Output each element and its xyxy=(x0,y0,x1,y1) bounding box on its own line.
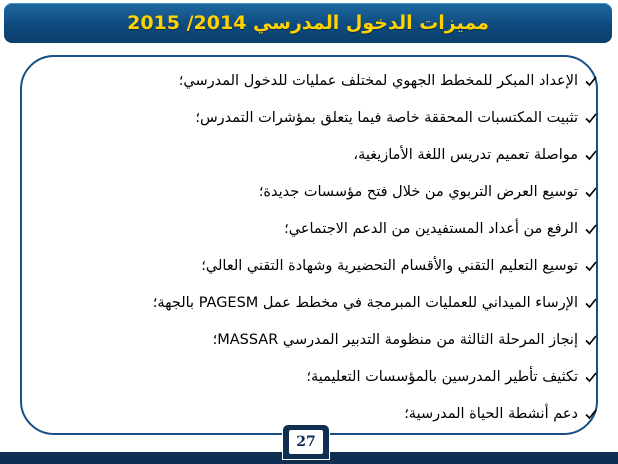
list-item xyxy=(48,136,598,173)
check-icon xyxy=(584,333,598,347)
check-icon xyxy=(584,148,598,162)
check-icon xyxy=(584,407,598,421)
list-item-text: إنجاز المرحلة الثالثة من منظومة التدبير المدرسي MASSAR؛ xyxy=(212,331,578,348)
bullet-list xyxy=(48,62,598,432)
list-item-text: الرفع من أعداد المستفيدين من الدعم الاجتماعي؛ xyxy=(284,220,578,237)
check-icon xyxy=(584,370,598,384)
list-item-text: تكثيف تأطير المدرسين بالمؤسسات التعليمية؛ xyxy=(306,368,578,385)
list-item xyxy=(48,210,598,247)
check-icon xyxy=(584,222,598,236)
title-bar xyxy=(4,3,612,43)
list-item-text: تثبيت المكتسبات المحققة خاصة فيما يتعلق بمؤشرات التمدرس؛ xyxy=(195,109,578,126)
check-icon xyxy=(584,296,598,310)
check-icon xyxy=(584,74,598,88)
list-item xyxy=(48,284,598,321)
list-item-text: مواصلة تعميم تدريس اللغة الأمازيغية، xyxy=(353,146,578,163)
list-item xyxy=(48,247,598,284)
list-item xyxy=(48,173,598,210)
list-item xyxy=(48,358,598,395)
list-item-text: الإعداد المبكر للمخطط الجهوي لمختلف عمليات للدخول المدرسي؛ xyxy=(178,72,578,89)
check-icon xyxy=(584,259,598,273)
check-icon xyxy=(584,111,598,125)
page-number-box xyxy=(289,430,323,454)
list-item-text: دعم أنشطة الحياة المدرسية؛ xyxy=(404,405,578,422)
page-number: 27 xyxy=(296,434,316,450)
list-item-text: توسيع العرض التربوي من خلال فتح مؤسسات جديدة؛ xyxy=(258,183,578,200)
check-icon xyxy=(584,185,598,199)
list-item xyxy=(48,62,598,99)
list-item-text: توسيع التعليم التقني والأقسام التحضيرية وشهادة التقني العالي؛ xyxy=(201,257,578,274)
list-item-text: الإرساء الميداني للعمليات المبرمجة في مخطط عمل PAGESM بالجهة؛ xyxy=(152,294,578,311)
page-number-tab xyxy=(282,424,330,460)
list-item xyxy=(48,99,598,136)
list-item xyxy=(48,321,598,358)
slide-title: مميزات الدخول المدرسي 2014/ 2015 xyxy=(127,12,489,34)
